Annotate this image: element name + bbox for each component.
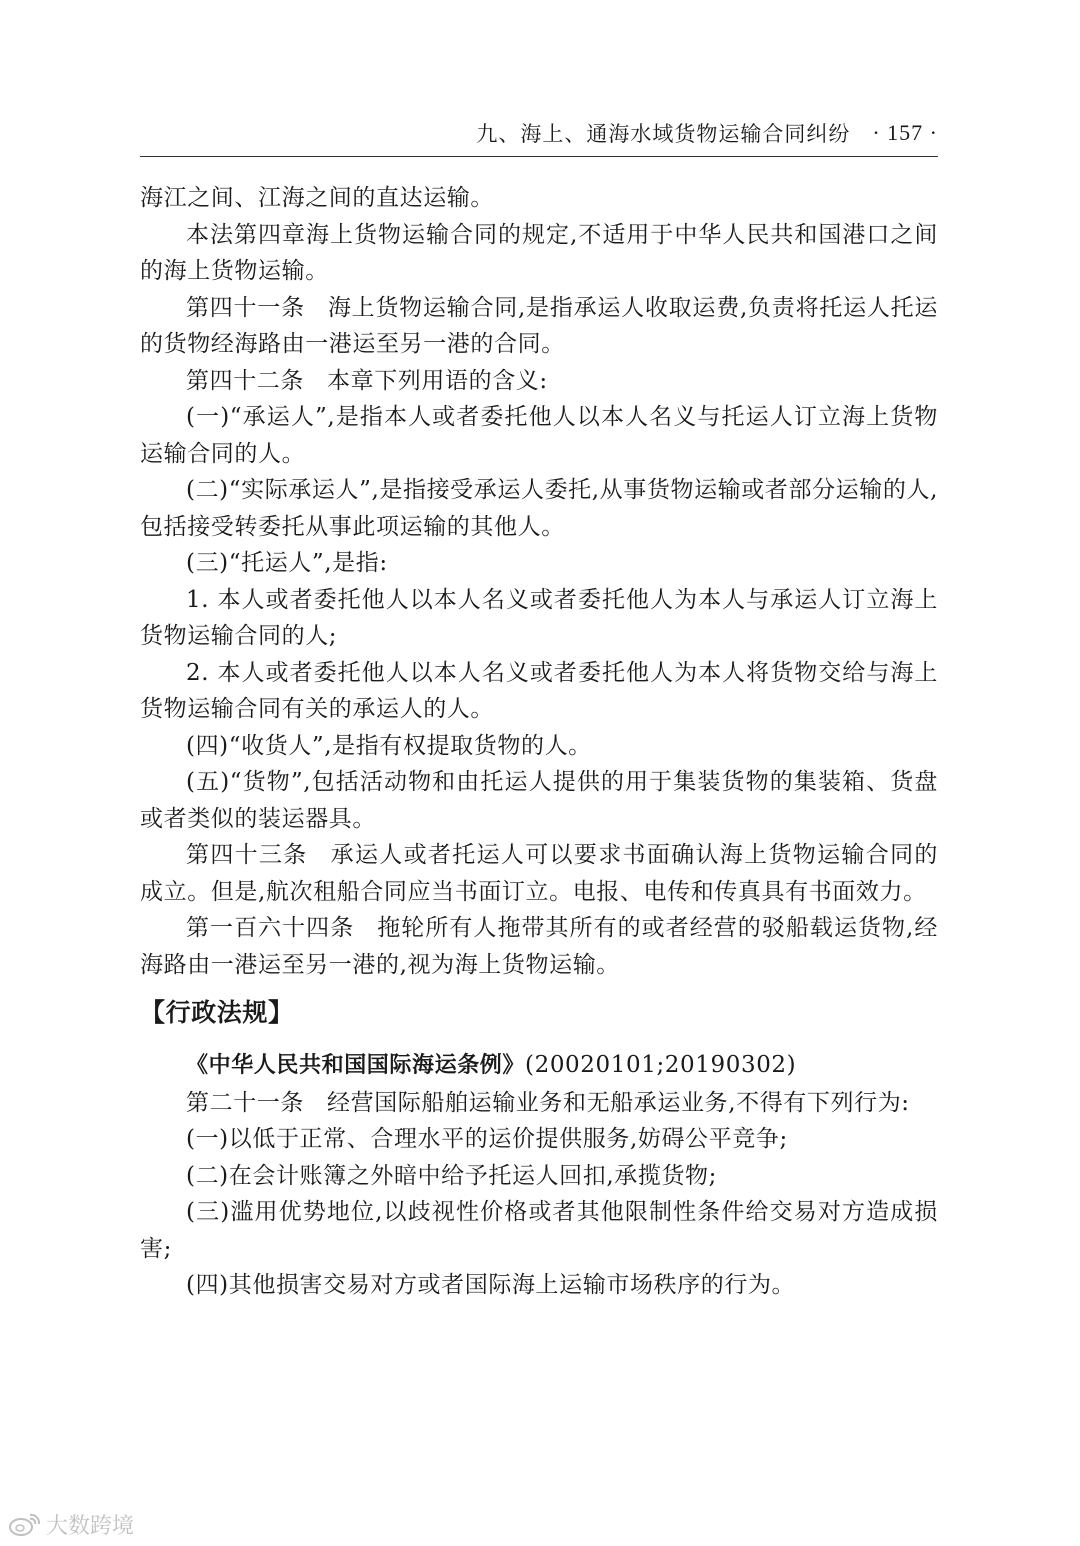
paragraph-text: 拖轮所有人拖带其所有的或者经营的驳船载运货物,经海路由一港运至另一港的,视为海上货物运输。	[140, 915, 939, 978]
article-number: 第四十一条	[186, 294, 305, 321]
paragraph-text: 海江之间、江海之间的直达运输。	[140, 185, 494, 211]
paragraph	[140, 399, 938, 472]
paragraph-text: 2. 本人或者委托他人以本人名义或者委托他人为本人将货物交给与海上货物运输合同有关的承运人的人。	[140, 659, 938, 722]
running-header	[140, 114, 938, 152]
watermark-text: 大数跨境	[46, 1513, 135, 1539]
weibo-logo-icon	[8, 1510, 42, 1538]
paragraph-text: 本法第四章海上货物运输合同的规定,不适用于中华人民共和国港口之间的海上货物运输。	[140, 221, 938, 284]
paragraph	[140, 290, 938, 363]
paragraph-text: (四)其他损害交易对方或者国际海上运输市场秩序的行为。	[186, 1272, 796, 1298]
paragraph	[140, 180, 938, 217]
paragraph	[140, 655, 938, 728]
statute-text	[140, 180, 938, 983]
paragraph-text: 经营国际船舶运输业务和无船承运业务,不得有下列行为:	[327, 1089, 910, 1116]
paragraph	[140, 582, 938, 655]
running-title: 九、海上、通海水域货物运输合同纠纷	[476, 122, 851, 146]
paragraph	[140, 910, 938, 983]
paragraph	[140, 1194, 938, 1267]
regulation-title: 《中华人民共和国国际海运条例》	[186, 1053, 526, 1078]
paragraph-text: 1. 本人或者委托他人以本人名义或者委托他人为本人与承运人订立海上货物运输合同的人;	[140, 586, 938, 649]
paragraph	[140, 363, 938, 400]
paragraph-text: (三)“托运人”,是指:	[186, 550, 388, 576]
paragraph-text: 承运人或者托运人可以要求书面确认海上货物运输合同的成立。但是,航次租船合同应当书面订立。电报、电传和传真具有书面效力。	[140, 842, 939, 905]
page-body	[140, 180, 938, 1304]
paragraph-text: 本章下列用语的含义:	[327, 367, 548, 394]
section-heading: 【行政法规】	[140, 998, 294, 1027]
paragraph	[140, 837, 938, 910]
paragraph-text: (一)以低于正常、合理水平的运价提供服务,妨碍公平竞争;	[186, 1126, 788, 1152]
paragraph	[140, 472, 938, 545]
paragraph-text: (五)“货物”,包括活动物和由托运人提供的用于集装货物的集装箱、货盘或者类似的装运器具。	[140, 769, 938, 832]
paragraph-text: (二)在会计账簿之外暗中给予托运人回扣,承揽货物;	[186, 1162, 718, 1189]
paragraph	[140, 217, 938, 290]
regulation-dates: (20020101;20190302)	[525, 1052, 797, 1078]
paragraph-text: 海上货物运输合同,是指承运人收取运费,负责将托运人托运的货物经海路由一港运至另一港的合同。	[140, 294, 939, 357]
page-number: · 157 ·	[872, 120, 938, 145]
paragraph	[140, 1267, 938, 1304]
article-number: 第二十一条	[186, 1089, 304, 1116]
regulation-text	[140, 1085, 938, 1304]
paragraph	[140, 1158, 938, 1195]
paragraph	[140, 1121, 938, 1158]
article-number: 第一百六十四条	[186, 915, 355, 941]
paragraph-text: (二)“实际承运人”,是指接受承运人委托,从事货物运输或者部分运输的人,包括接受转委托从事此项运输的其他人。	[140, 477, 938, 540]
paragraph-text: (一)“承运人”,是指本人或者委托他人以本人名义与托运人订立海上货物运输合同的人。	[140, 404, 938, 467]
paragraph	[140, 728, 938, 765]
watermark	[8, 1508, 134, 1540]
article-number: 第四十三条	[186, 842, 308, 868]
header-divider	[140, 156, 938, 157]
paragraph-text: (四)“收货人”,是指有权提取货物的人。	[186, 732, 592, 759]
regulation-heading	[140, 1047, 938, 1085]
article-number: 第四十二条	[186, 367, 304, 394]
paragraph	[140, 764, 938, 837]
paragraph-text: (三)滥用优势地位,以歧视性价格或者其他限制性条件给交易对方造成损害;	[140, 1199, 938, 1262]
paragraph	[140, 545, 938, 582]
paragraph	[140, 1085, 938, 1122]
